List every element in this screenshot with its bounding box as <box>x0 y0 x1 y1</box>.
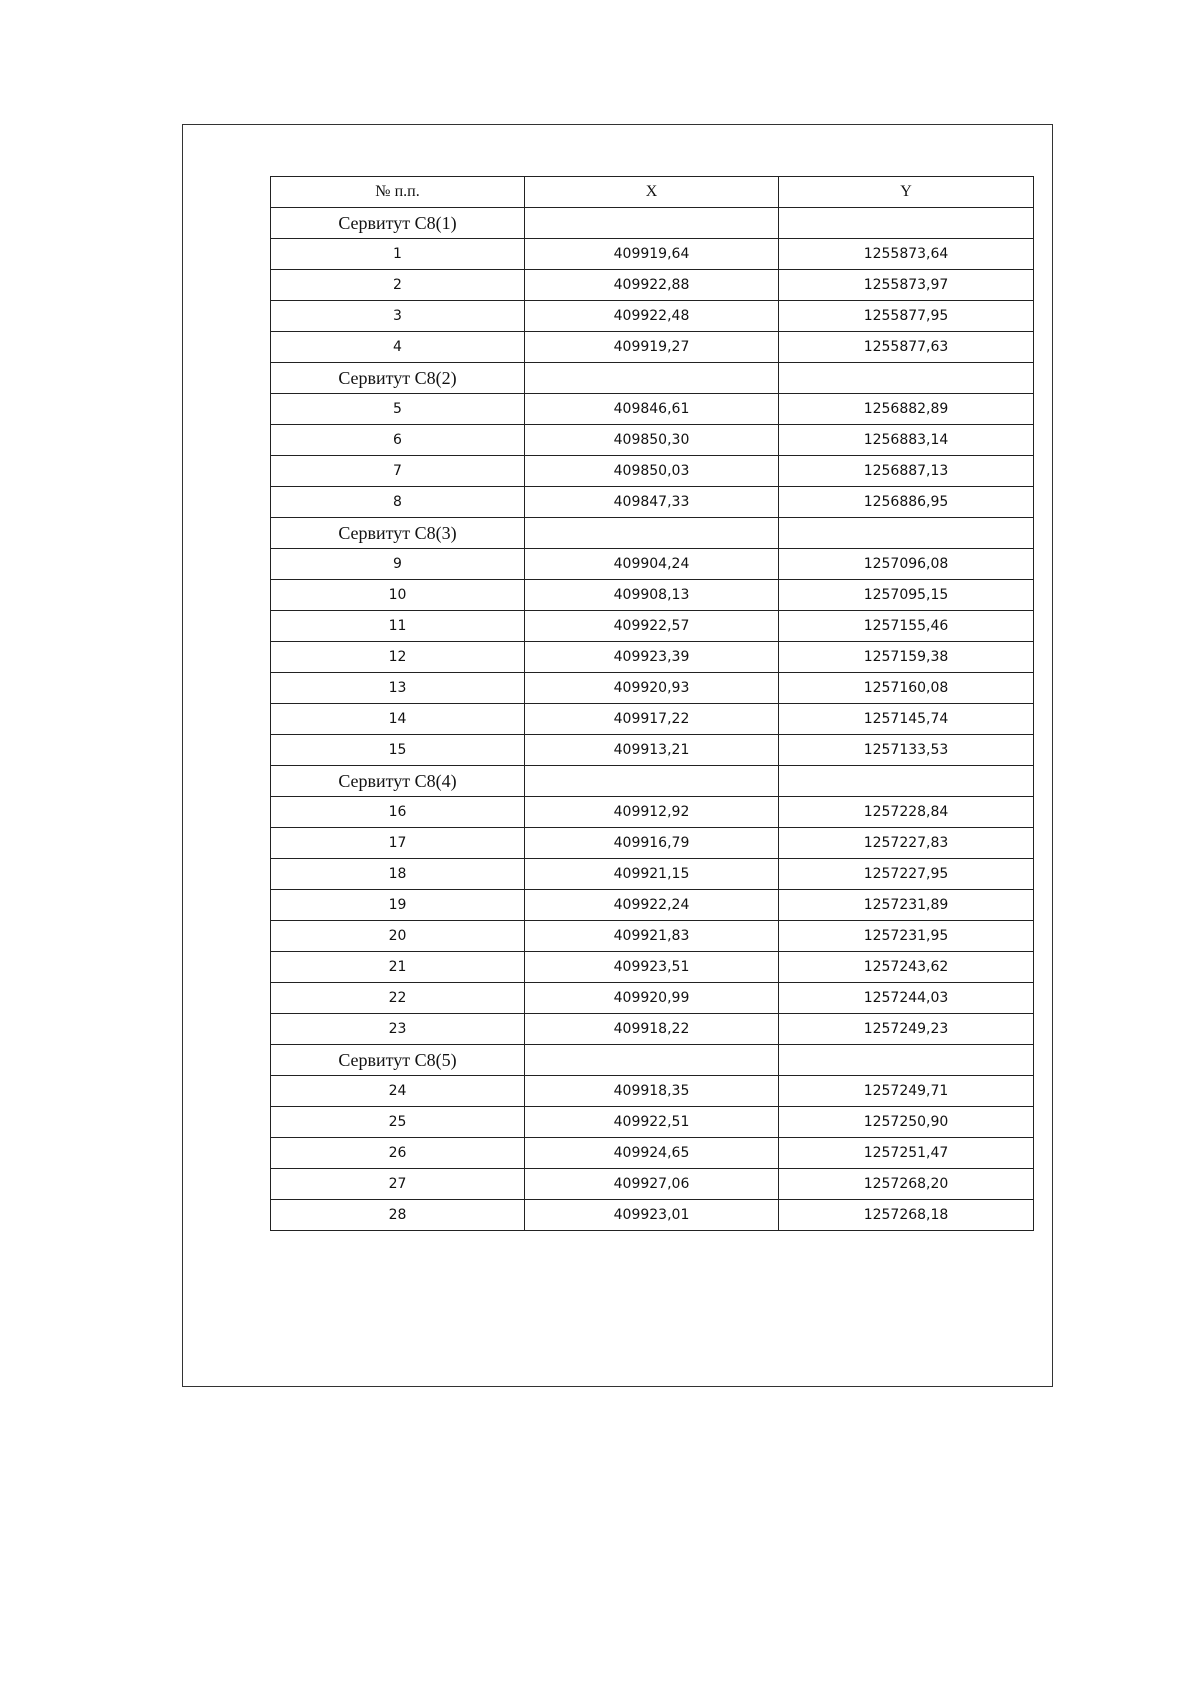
group-name: Сервитут С8(1) <box>271 208 525 239</box>
cell-point-number: 7 <box>271 456 525 487</box>
empty-cell <box>525 363 779 394</box>
table-row <box>271 797 1034 828</box>
header-y: Y <box>779 177 1034 208</box>
cell-point-number: 12 <box>271 642 525 673</box>
group-row <box>271 208 1034 239</box>
cell-y: 1257155,46 <box>779 611 1034 642</box>
table-row <box>271 1014 1034 1045</box>
header-point-number: № п.п. <box>271 177 525 208</box>
table-row <box>271 549 1034 580</box>
cell-y: 1257145,74 <box>779 704 1034 735</box>
table-row <box>271 394 1034 425</box>
table-row <box>271 828 1034 859</box>
cell-point-number: 3 <box>271 301 525 332</box>
cell-x: 409850,03 <box>525 456 779 487</box>
cell-point-number: 24 <box>271 1076 525 1107</box>
cell-y: 1255873,97 <box>779 270 1034 301</box>
group-name: Сервитут С8(5) <box>271 1045 525 1076</box>
empty-cell <box>779 363 1034 394</box>
header-x: X <box>525 177 779 208</box>
group-name: Сервитут С8(3) <box>271 518 525 549</box>
cell-point-number: 14 <box>271 704 525 735</box>
cell-y: 1256887,13 <box>779 456 1034 487</box>
cell-point-number: 13 <box>271 673 525 704</box>
table-row <box>271 487 1034 518</box>
table-row <box>271 332 1034 363</box>
cell-point-number: 15 <box>271 735 525 766</box>
cell-x: 409850,30 <box>525 425 779 456</box>
cell-x: 409916,79 <box>525 828 779 859</box>
cell-x: 409921,83 <box>525 921 779 952</box>
cell-y: 1257228,84 <box>779 797 1034 828</box>
cell-y: 1257096,08 <box>779 549 1034 580</box>
page-frame <box>182 124 1053 1387</box>
cell-point-number: 28 <box>271 1200 525 1231</box>
group-row <box>271 1045 1034 1076</box>
cell-x: 409920,93 <box>525 673 779 704</box>
cell-y: 1256882,89 <box>779 394 1034 425</box>
cell-x: 409918,22 <box>525 1014 779 1045</box>
cell-x: 409846,61 <box>525 394 779 425</box>
cell-y: 1257249,71 <box>779 1076 1034 1107</box>
cell-x: 409924,65 <box>525 1138 779 1169</box>
cell-y: 1257231,95 <box>779 921 1034 952</box>
table-row <box>271 239 1034 270</box>
cell-y: 1257268,18 <box>779 1200 1034 1231</box>
table-row <box>271 1200 1034 1231</box>
cell-x: 409920,99 <box>525 983 779 1014</box>
table-row <box>271 921 1034 952</box>
cell-x: 409922,88 <box>525 270 779 301</box>
empty-cell <box>779 208 1034 239</box>
cell-y: 1255873,64 <box>779 239 1034 270</box>
cell-point-number: 4 <box>271 332 525 363</box>
cell-y: 1257095,15 <box>779 580 1034 611</box>
table-header-row <box>271 177 1034 208</box>
table-row <box>271 611 1034 642</box>
empty-cell <box>779 518 1034 549</box>
cell-y: 1257251,47 <box>779 1138 1034 1169</box>
cell-point-number: 5 <box>271 394 525 425</box>
cell-x: 409922,48 <box>525 301 779 332</box>
cell-y: 1257250,90 <box>779 1107 1034 1138</box>
cell-point-number: 25 <box>271 1107 525 1138</box>
cell-x: 409918,35 <box>525 1076 779 1107</box>
table-row <box>271 704 1034 735</box>
cell-y: 1255877,63 <box>779 332 1034 363</box>
empty-cell <box>779 1045 1034 1076</box>
group-name: Сервитут С8(4) <box>271 766 525 797</box>
cell-y: 1257249,23 <box>779 1014 1034 1045</box>
empty-cell <box>525 208 779 239</box>
table-row <box>271 270 1034 301</box>
cell-point-number: 22 <box>271 983 525 1014</box>
cell-point-number: 26 <box>271 1138 525 1169</box>
cell-point-number: 16 <box>271 797 525 828</box>
cell-point-number: 27 <box>271 1169 525 1200</box>
cell-x: 409847,33 <box>525 487 779 518</box>
cell-x: 409913,21 <box>525 735 779 766</box>
table-row <box>271 1076 1034 1107</box>
cell-y: 1257243,62 <box>779 952 1034 983</box>
cell-x: 409908,13 <box>525 580 779 611</box>
cell-x: 409927,06 <box>525 1169 779 1200</box>
group-row <box>271 363 1034 394</box>
cell-point-number: 19 <box>271 890 525 921</box>
cell-point-number: 18 <box>271 859 525 890</box>
cell-x: 409922,51 <box>525 1107 779 1138</box>
cell-point-number: 6 <box>271 425 525 456</box>
cell-point-number: 11 <box>271 611 525 642</box>
cell-x: 409921,15 <box>525 859 779 890</box>
cell-point-number: 17 <box>271 828 525 859</box>
cell-x: 409922,24 <box>525 890 779 921</box>
cell-point-number: 10 <box>271 580 525 611</box>
cell-point-number: 21 <box>271 952 525 983</box>
cell-x: 409923,51 <box>525 952 779 983</box>
table-row <box>271 1107 1034 1138</box>
empty-cell <box>525 1045 779 1076</box>
table-row <box>271 952 1034 983</box>
table-row <box>271 580 1034 611</box>
cell-y: 1257159,38 <box>779 642 1034 673</box>
cell-x: 409919,64 <box>525 239 779 270</box>
group-name: Сервитут С8(2) <box>271 363 525 394</box>
cell-x: 409917,22 <box>525 704 779 735</box>
cell-x: 409904,24 <box>525 549 779 580</box>
cell-y: 1257133,53 <box>779 735 1034 766</box>
empty-cell <box>525 766 779 797</box>
cell-point-number: 23 <box>271 1014 525 1045</box>
cell-point-number: 8 <box>271 487 525 518</box>
table-row <box>271 859 1034 890</box>
group-row <box>271 518 1034 549</box>
cell-x: 409923,39 <box>525 642 779 673</box>
cell-x: 409922,57 <box>525 611 779 642</box>
cell-y: 1257268,20 <box>779 1169 1034 1200</box>
cell-y: 1255877,95 <box>779 301 1034 332</box>
cell-y: 1257227,95 <box>779 859 1034 890</box>
cell-y: 1256886,95 <box>779 487 1034 518</box>
table-row <box>271 983 1034 1014</box>
table-row <box>271 456 1034 487</box>
cell-x: 409912,92 <box>525 797 779 828</box>
table-row <box>271 1169 1034 1200</box>
empty-cell <box>525 518 779 549</box>
table-row <box>271 642 1034 673</box>
empty-cell <box>779 766 1034 797</box>
cell-x: 409919,27 <box>525 332 779 363</box>
table-row <box>271 890 1034 921</box>
cell-y: 1257244,03 <box>779 983 1034 1014</box>
cell-y: 1257231,89 <box>779 890 1034 921</box>
cell-y: 1256883,14 <box>779 425 1034 456</box>
table-body <box>271 208 1034 1231</box>
table-row <box>271 735 1034 766</box>
cell-point-number: 9 <box>271 549 525 580</box>
table-row <box>271 1138 1034 1169</box>
cell-point-number: 2 <box>271 270 525 301</box>
cell-x: 409923,01 <box>525 1200 779 1231</box>
cell-y: 1257227,83 <box>779 828 1034 859</box>
cell-y: 1257160,08 <box>779 673 1034 704</box>
table-row <box>271 673 1034 704</box>
table-row <box>271 301 1034 332</box>
cell-point-number: 20 <box>271 921 525 952</box>
group-row <box>271 766 1034 797</box>
coordinates-table <box>270 176 1034 1231</box>
cell-point-number: 1 <box>271 239 525 270</box>
table-row <box>271 425 1034 456</box>
